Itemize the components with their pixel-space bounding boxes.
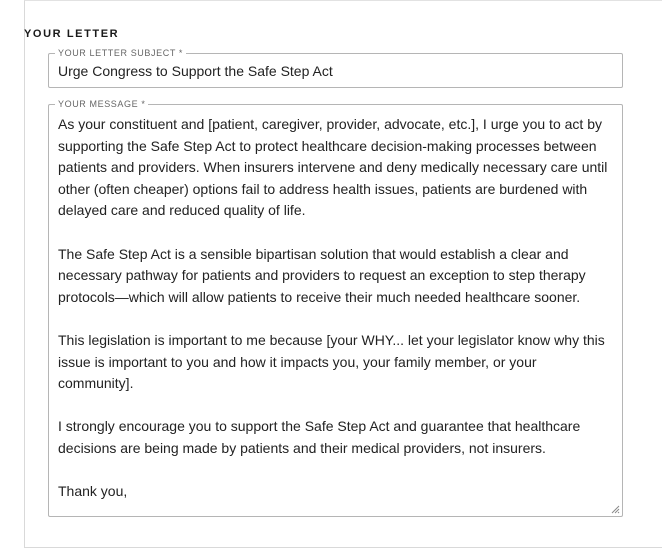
message-paragraph: This legislation is important to me because [your WHY... let your legislator know why this issue is important to you and how it impacts you, your family member, or your community]. [58, 331, 605, 392]
message-paragraph: Thank you, [58, 483, 128, 500]
subject-label: YOUR LETTER SUBJECT * [55, 47, 186, 59]
resize-grip-icon[interactable] [611, 505, 620, 514]
message-paragraph: As your constituent and [patient, caregiver, provider, advocate, etc.], I urge you to act by supporting the Safe Step Act to protect healthcare decision-making processes between patients and providers. When insurers intervene and deny medically necessary care until other (often cheaper) options fail to address health issues, patients are burdened with delayed care and reduced quality of life. [58, 116, 608, 219]
message-text[interactable] [58, 114, 613, 524]
message-textarea[interactable] [48, 99, 623, 517]
message-paragraph: The Safe Step Act is a sensible bipartisan solution that would establish a clear and necessary pathway for patients and providers to request an exception to step therapy protocols—which will allow patients to receive their much needed healthcare sooner. [58, 245, 586, 305]
section-heading: YOUR LETTER [24, 28, 120, 40]
subject-field[interactable] [48, 48, 623, 88]
message-label: YOUR MESSAGE * [55, 98, 148, 110]
subject-input[interactable]: Urge Congress to Support the Safe Step Act [58, 63, 333, 79]
message-paragraph: I strongly encourage you to support the Safe Step Act and guarantee that healthcare decisions are being made by patients and their medical providers, not insurers. [58, 418, 581, 456]
